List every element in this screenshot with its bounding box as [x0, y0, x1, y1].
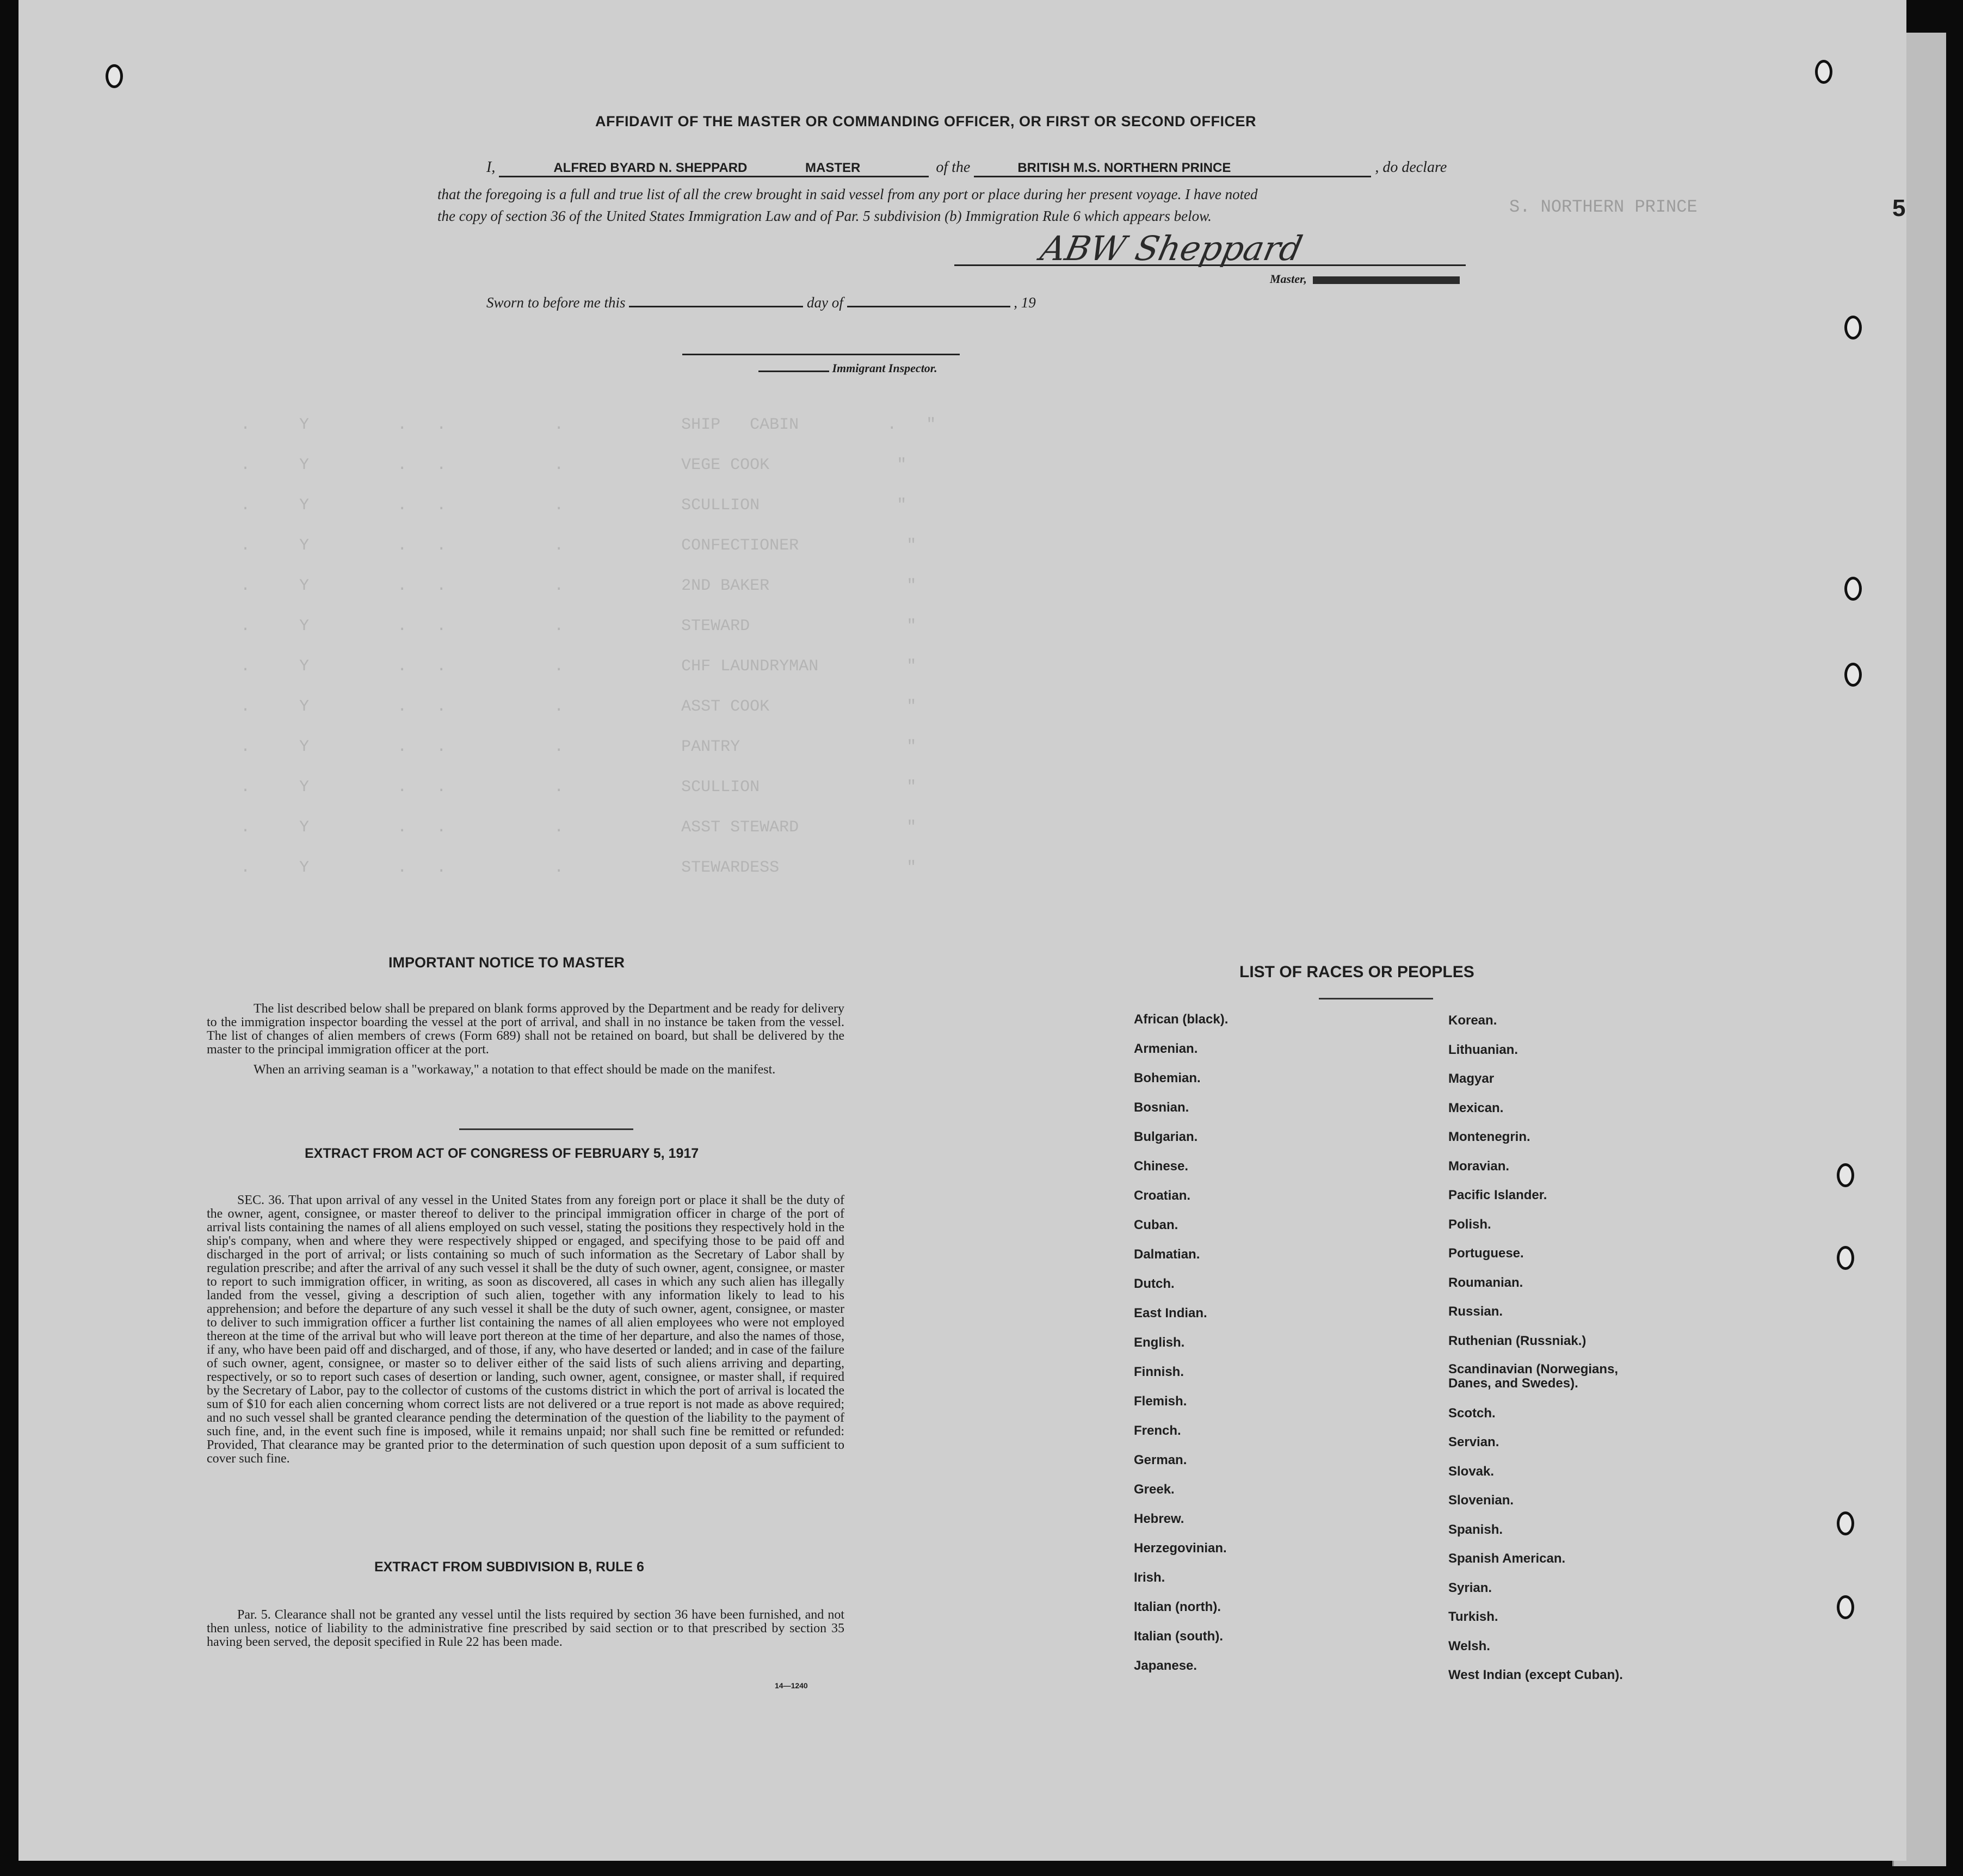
race-item: Servian.	[1448, 1435, 1499, 1449]
race-item: Dutch.	[1134, 1276, 1175, 1291]
bleed-through-rows: . Y . . . SHIP CABIN . " . Y . . . VEGE COOK " . Y . . . SCULLION " . Y . . . CONFECTIONER " . Y . . . 2ND BAKER " . Y . . . STEWARD " . Y . . . CHF LAUNDRYMAN " . Y . . . ASST COOK " . Y . . . PANTRY " . Y . . . SCULLION " . Y . . . ASST STEWARD " . Y . . . STEWARDESS "	[240, 416, 936, 877]
affidavit-line-2: that the foregoing is a full and true list of all the crew brought in said vessel from any port or place during her present voyage. I have noted	[437, 186, 1258, 202]
race-item: East Indian.	[1134, 1306, 1207, 1320]
race-item: African (black).	[1134, 1012, 1229, 1027]
rule-extract-body	[207, 1608, 844, 1649]
vessel-name: BRITISH M.S. NORTHERN PRINCE	[1017, 161, 1231, 175]
struck-out-text	[1313, 276, 1460, 284]
race-item: Flemish.	[1134, 1394, 1187, 1409]
race-item: Mexican.	[1448, 1100, 1504, 1115]
race-item: Irish.	[1134, 1570, 1165, 1585]
master-signature: ABW Sheppard	[1037, 229, 1306, 268]
punch-hole	[1815, 60, 1832, 84]
race-item: Scandinavian (Norwegians, Danes, and Swedes).	[1448, 1362, 1619, 1391]
race-item: German.	[1134, 1453, 1187, 1467]
race-item: Finnish.	[1134, 1365, 1184, 1379]
race-item: Korean.	[1448, 1013, 1497, 1028]
par-5-text: Par. 5. Clearance shall not be granted any vessel until the lists required by section 36 have been furnished, and not then unless, notice of liability to the administrative fine prescribed by said section or to that prescribed by section 35 having been served, the deposit specified in Rule 22 has been made.	[207, 1608, 844, 1649]
race-item: Portuguese.	[1448, 1246, 1524, 1261]
manifest-page	[18, 0, 1906, 1861]
race-item: Bohemian.	[1134, 1071, 1201, 1085]
punch-hole	[1837, 1595, 1854, 1619]
page-mark: 5	[1892, 195, 1906, 221]
race-item: Spanish.	[1448, 1522, 1503, 1537]
sworn-month-field[interactable]	[847, 294, 1010, 307]
race-item: Italian (south).	[1134, 1629, 1223, 1644]
affidavit-i: I,	[486, 159, 496, 176]
punch-hole	[1837, 1511, 1854, 1535]
race-item: West Indian (except Cuban).	[1448, 1668, 1623, 1682]
race-item: Russian.	[1448, 1304, 1503, 1319]
race-item: Pacific Islander.	[1448, 1188, 1547, 1202]
year-label: , 19	[1014, 294, 1036, 311]
sworn-label: Sworn to before me this	[486, 294, 626, 311]
master-name-field	[499, 161, 929, 177]
master-rank: MASTER	[805, 161, 861, 175]
affidavit-line-3: the copy of section 36 of the United States Immigration Law and of Par. 5 subdivision (b) Immigration Rule 6 which appears below.	[437, 208, 1212, 224]
race-item: Chinese.	[1134, 1159, 1189, 1174]
races-heading-rule	[1319, 998, 1433, 999]
race-item: Montenegrin.	[1448, 1130, 1530, 1144]
race-item: Magyar	[1448, 1071, 1495, 1086]
do-declare-label: , do declare	[1375, 159, 1447, 176]
race-item: Spanish American.	[1448, 1551, 1566, 1566]
punch-hole	[106, 64, 123, 88]
race-item: Slovenian.	[1448, 1493, 1514, 1508]
master-name: ALFRED BYARD N. SHEPPARD	[553, 161, 748, 175]
race-item: Turkish.	[1448, 1609, 1498, 1624]
race-item: Croatian.	[1134, 1188, 1191, 1203]
race-item: Armenian.	[1134, 1041, 1198, 1056]
race-item: Japanese.	[1134, 1658, 1197, 1673]
punch-hole	[1837, 1246, 1854, 1270]
ship-name-bleed-through: S. NORTHERN PRINCE	[1509, 197, 1697, 217]
punch-hole	[1837, 1163, 1854, 1187]
notice-heading: IMPORTANT NOTICE TO MASTER	[388, 954, 625, 971]
act-extract-body	[207, 1194, 844, 1466]
inspector-line	[758, 361, 937, 375]
race-item: Cuban.	[1134, 1218, 1178, 1232]
race-item: Roumanian.	[1448, 1275, 1523, 1290]
sworn-day-field[interactable]	[629, 294, 803, 307]
race-item: Bulgarian.	[1134, 1130, 1198, 1144]
vessel-name-field	[974, 161, 1371, 177]
affidavit-line-1	[486, 159, 1447, 177]
divider	[459, 1128, 633, 1130]
race-item: Polish.	[1448, 1217, 1491, 1232]
race-item: Ruthenian (Russniak.)	[1448, 1333, 1587, 1348]
race-item: Italian (north).	[1134, 1600, 1221, 1614]
inspector-label: Immigrant Inspector.	[832, 361, 937, 375]
notice-paragraph-1: The list described below shall be prepared on blank forms approved by the Department and be ready for delivery to the immigration inspector boarding the vessel at the port of arrival, and shall in no instance be taken from the vessel. The list of changes of alien members of crews (Form 689) shall not be retained on board, but shall be delivered by the master to the principal immigration officer at the port.	[207, 1002, 844, 1057]
race-item: Bosnian.	[1134, 1100, 1189, 1115]
inspector-signature-line	[682, 354, 960, 355]
race-item: French.	[1134, 1423, 1181, 1438]
race-item: Syrian.	[1448, 1580, 1492, 1595]
act-extract-heading: EXTRACT FROM ACT OF CONGRESS OF FEBRUARY 5, 1917	[305, 1146, 699, 1161]
punch-hole	[1844, 577, 1862, 601]
race-item: Moravian.	[1448, 1158, 1510, 1174]
section-36-text: SEC. 36. That upon arrival of any vessel in the United States from any foreign port or place it shall be the duty of the owner, agent, consignee, or master thereof to deliver to the principal immigration officer in charge of the port of arrival lists containing the names of all aliens employed on such vessel, stating the positions they respectively hold in the ship's company, when and where they were respectively shipped or engaged, and specifying those to be paid off and discharged in the port of arrival; or lists containing so much of such information as the Secretary of Labor shall by regulation prescribe; and after the arrival of any such vessel it shall be the duty of such owner, agent, consignee, or master to report to such immigration officer, in writing, as soon as discovered, all cases in which any such alien has illegally landed from the vessel, giving a description of such alien, together with any information likely to lead to his apprehension; and before the departure of any such vessel it shall be the duty of such owner, agent, consignee, or master to deliver to such immigration officer a further list containing the names of all alien employees who were not employed thereon at the time of the arrival but who will leave port thereon at the time of her departure, and also the names of those, if any, who have been paid off and discharged, and of those, if any, who have deserted or landed; and in case of the failure of such owner, agent, consignee, or master so to deliver either of the said lists of such aliens arriving and departing, respectively, or so to report such cases of desertion or landing, such owner, agent, consignee, or master shall, if required by the Secretary of Labor, pay to the collector of customs of the customs district in which the port of arrival is located the sum of $10 for each alien concerning whom correct lists are not delivered or a true report is not made as above required; and no such vessel shall be granted clearance pending the determination of the question of the liability to the payment of such fine, and, in the event such fine is imposed, while it remains unpaid; nor shall such fine be remitted or refunded: Provided, That clearance may be granted prior to the determination of such question upon deposit of a sum sufficient to cover such fine.	[207, 1193, 844, 1466]
race-item: Greek.	[1134, 1482, 1175, 1497]
race-item: Welsh.	[1448, 1638, 1490, 1653]
sworn-line	[486, 294, 1036, 311]
notice-body	[207, 1002, 844, 1077]
notice-paragraph-2: When an arriving seaman is a "workaway," a notation to that effect should be made on the manifest.	[254, 1063, 776, 1077]
inspector-field[interactable]	[758, 362, 829, 372]
race-item: Herzegovinian.	[1134, 1541, 1227, 1556]
race-item: Lithuanian.	[1448, 1042, 1518, 1057]
race-item: Hebrew.	[1134, 1511, 1184, 1526]
punch-hole	[1844, 316, 1862, 340]
race-item: Scotch.	[1448, 1405, 1496, 1421]
master-label	[1270, 272, 1460, 286]
form-number: 14—1240	[775, 1681, 808, 1690]
master-title-text: Master,	[1270, 272, 1307, 286]
of-the-label: of the	[936, 159, 971, 176]
rule-extract-heading: EXTRACT FROM SUBDIVISION B, RULE 6	[374, 1559, 644, 1575]
race-item: Dalmatian.	[1134, 1247, 1200, 1262]
day-of-label: day of	[807, 294, 843, 311]
races-heading: LIST OF RACES OR PEOPLES	[1239, 963, 1474, 981]
affidavit-title: AFFIDAVIT OF THE MASTER OR COMMANDING OFFICER, OR FIRST OR SECOND OFFICER	[595, 113, 1256, 129]
punch-hole	[1844, 663, 1862, 687]
race-item: Slovak.	[1448, 1464, 1495, 1479]
race-item: English.	[1134, 1335, 1185, 1350]
